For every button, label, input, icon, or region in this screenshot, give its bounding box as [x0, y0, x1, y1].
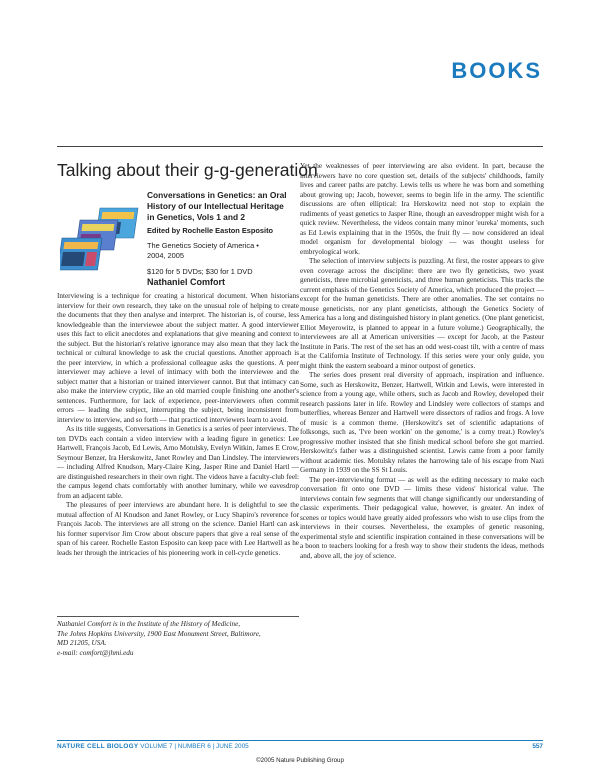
author-bio: [57, 620, 299, 658]
book-editor: Edited by Rochelle Easton Esposito: [147, 226, 274, 235]
footer-journal: [57, 743, 249, 750]
paragraph: Yet the weaknesses of peer interviewing are also evident. In part, because the interviewers have no core question set, details of the subjects' childhoods, family lives and career paths are patchy. Lewis tells us where he was born and something about growing up; Jacob, however, seems to begin life in the army. The scientific discussions are often elliptical: Ira Herskowitz need not stop to explain the rudiments of yeast genetics to Jasper Rine, though an eavesdropper might wish for a quick review. Nevertheless, the videos contain many minor 'eureka' moments, such as Ed Lewis explaining that in the 1950s, the fruit fly — now considered an ideal model organism for developmental biology — was thought useless for embryological work.: [300, 162, 544, 256]
book-publisher: The Genetics Society of America •: [147, 241, 259, 250]
book-title-line: History of our Intellectual Heritage: [147, 201, 284, 211]
book-title-line: in Genetics, Vols 1 and 2: [147, 212, 246, 222]
paragraph: Interviewing is a technique for creating a historical document. When historians interview for their own research, they take on the unusual role of helping to create the documents that they then analyse and interpret. The historian is, of course, less knowledgeable than the interviewee about the subject matter. A good interviewer uses this fact to elicit anecdotes and explanations that give meaning and context to the subject. But the historian's relative ignorance may also mean that they lack the technical or cultural knowledge to ask the crucial questions. Another approach is the peer interview, in which a professional colleague asks the questions. A peer interviewer may achieve a level of intimacy with both the interviewee and the subject matter that a historian or trained interviewer cannot. But that intimacy can also make the interview cryptic, like an old married couple finishing one another's sentences. Furthermore, for lack of experience, peer-interviewers often commit errors — leading the subject, interrupting the subject, being inconsistent from interview to interview, and so forth — that practiced interviewers learn to avoid.: [57, 292, 299, 424]
bio-line: MD 21205, USA.: [57, 639, 107, 647]
paragraph: The series does present real diversity of approach, inspiration and influence. Some, such as Herskowitz, Benzer, Hartwell, Witkin and Lewis, were interested in science from a young age, while others, such as Jacob and Rowley, developed their research passions later in life. Rowley and Lindsley were collectors of stamps and butterflies, whereas Benzer and Hartwell were dissectors of radios and frogs. A love of music is a common theme. (Herskowitz's set of scientific adaptations of folksongs, such as, 'I've been workin' on the genome,' is a corny treat.) Rowley's progressive mother insisted that she finish medical school before she got married. Herskowitz's father was a distinguished scientist. Lewis came from a poor family without academic ties. Motulsky relates the harrowing tale of his escape from Nazi Germany in 1939 on the SS St Louis.: [300, 371, 544, 474]
dvd-covers-image: [60, 202, 140, 276]
left-column: [57, 292, 299, 558]
reviewer-name: Nathaniel Comfort: [147, 277, 226, 287]
top-rule: [57, 146, 543, 147]
page-number: 557: [532, 743, 543, 750]
footer-rule: [57, 740, 543, 741]
book-info: [147, 190, 299, 288]
journal-issue: VOLUME 7 | NUMBER 6 | JUNE 2005: [138, 743, 249, 750]
paragraph: As its title suggests, Conversations in Genetics is a series of peer interviews. The ten DVDs each contain a video interview with a leading figure in genetics: Lee Hartwell, François Jacob, Ed Lewis, Arno Motulsky, Evelyn Witkin, James E Crow, Seymour Benzer, Ira Herskowitz, Janet Rowley and Dan Lindsley. The interviewers — including Alfred Knudson, Mary-Claire King, Jasper Rine and Daniel Hartl — are distinguished researchers in their own right. The videos have a faculty-club feel: the campus legend chats comfortably with another luminary, while we eavesdrop from an adjacent table.: [57, 425, 299, 500]
bio-rule: [57, 616, 299, 617]
book-title-line: Conversations in Genetics: an Oral: [147, 190, 287, 200]
journal-name: NATURE CELL BIOLOGY: [57, 743, 139, 750]
book-price: $120 for 5 DVDs; $30 for 1 DVD: [147, 267, 253, 276]
paragraph: The pleasures of peer interviews are abundant here. It is delightful to see the mutual affection of Al Knudson and Janet Rowley, or Lucy Shapiro's reverence for François Jacob. The interviews are all strong on the science. Daniel Hartl can ask his former supervisor Jim Crow about obscure papers that give a real sense of the span of his career. Rochelle Easton Esposito can keep pace with Lee Hartwell as he leads her through the intricacies of his pioneering work in cell-cycle genetics.: [57, 501, 299, 557]
paragraph: The peer-interviewing format — as well as the editing necessary to make each conversation fit onto one DVD — limits these videos' historical value. The interviews contain few segments that will change significantly our understanding of classic experiments. Their pedagogical value, however, is greater. An index of scenes or topics would have greatly aided professors who wish to use clips from the interviews in their courses. Nevertheless, the examples of genetic reasoning, experimental style and scientific inspiration contained in these conversations will be a boon to teachers looking for a fresh way to show their students the ideas, methods and, above all, the joy of science.: [300, 475, 544, 560]
section-heading: BOOKS: [451, 58, 542, 83]
right-column: [300, 162, 544, 561]
bio-email: e-mail: comfort@jhmi.edu: [57, 648, 134, 657]
paragraph: The selection of interview subjects is puzzling. At first, the roster appears to give even coverage across the discipline: there are two fly geneticists, two yeast geneticists, three microbial geneticists, and three human geneticists. This tracks the current emphasis of the Genetics Society of America, which produced the project — except for the human geneticists. There are other anomalies. The set contains no mouse geneticists, nor any plant geneticists, although the Genetics Society of America has a long and distinguished history in plant genetics. (One plant geneticist, Elliot Meyerowitz, is planned to appear in a future volume.) Geographically, the interviewees are all at American universities — except for Jacob, at the Pasteur Institute in Paris. The rest of the set has an odd west-coast tilt, with a centre of mass at the California Institute of Technology. If this series were your only guide, you might think the eastern seaboard a minor outpost of genetics.: [300, 257, 544, 370]
dvd-cover: [60, 238, 102, 270]
bio-line: Nathaniel Comfort is in the Institute of the History of Medicine,: [57, 620, 241, 628]
copyright: ©2005 Nature Publishing Group: [256, 757, 344, 764]
bio-line: The Johns Hopkins University, 1900 East Monument Street, Baltimore,: [57, 629, 261, 638]
book-year: 2004, 2005: [147, 251, 184, 260]
article-title: Talking about their g-g-generation: [57, 160, 318, 180]
